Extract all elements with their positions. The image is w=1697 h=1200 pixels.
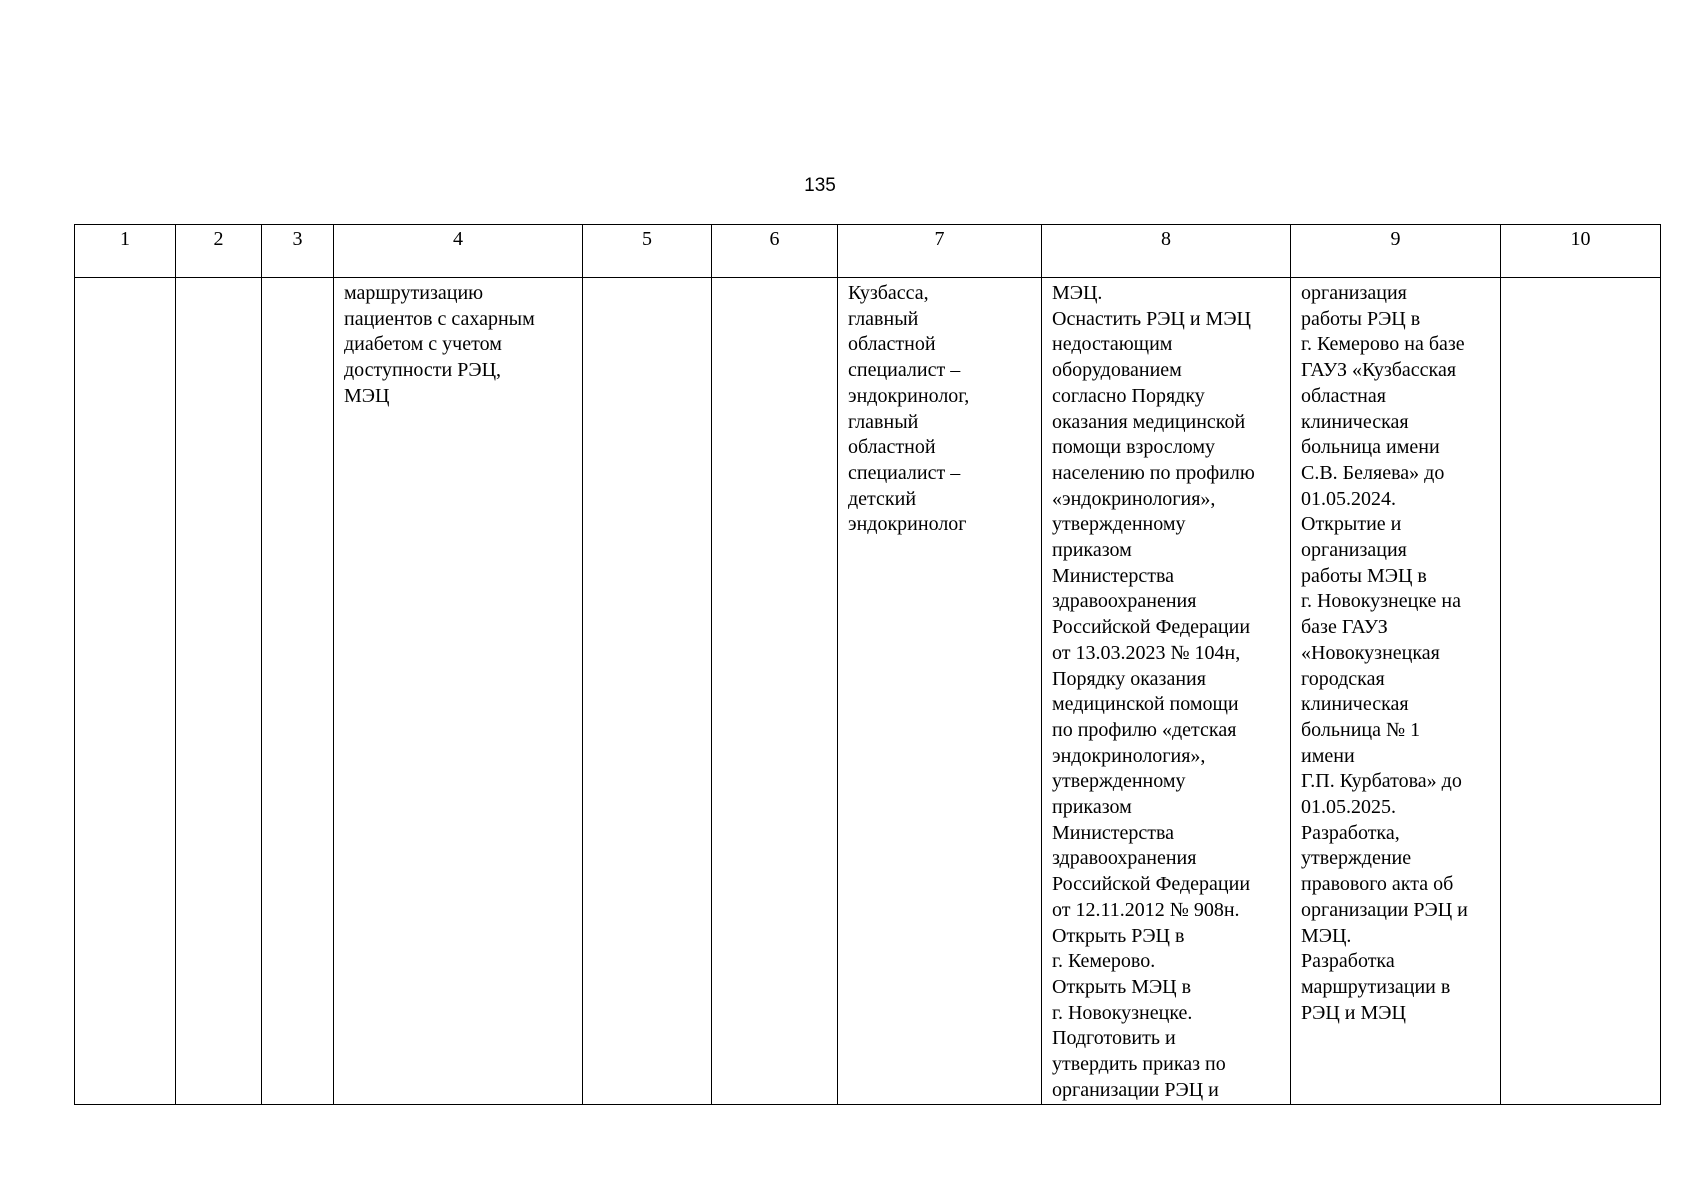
cell-col-5 (583, 278, 712, 1105)
cell-text: организация работы РЭЦ в г. Кемерово на базе ГАУЗ «Кузбасская областная клиническая больница имени С.В. Беляева» до 01.05.2024. Открытие и организация работы МЭЦ в г. Новокузнецке на базе ГАУЗ «Новокузнецкая городская клиническая больница № 1 имени Г.П. Курбатова» до 01.05.2025. Разработка, утверждение правового акта об организации РЭЦ и МЭЦ. Разработка маршрутизации в РЭЦ и МЭЦ (1301, 282, 1468, 1024)
cell-col-4 (334, 278, 583, 1105)
header-col-6: 6 (712, 225, 838, 278)
cell-text: МЭЦ. Оснастить РЭЦ и МЭЦ недостающим оборудованием согласно Порядку оказания медицинской помощи взрослому населению по профилю «эндокринология», утвержденному приказом Министерства здравоохранения Российской Федерации от 13.03.2023 № 104н, Порядку оказания медицинской помощи по профилю «детская эндокринология», утвержденному приказом Министерства здравоохранения Российской Федерации от 12.11.2012 № 908н. Открыть РЭЦ в г. Кемерово. Открыть МЭЦ в г. Новокузнецке. Подготовить и утвердить приказ по организации РЭЦ и (1052, 282, 1255, 1101)
cell-text: Кузбасса, главный областной специалист – эндокринолог, главный областной специалист – детский эндокринолог (848, 282, 970, 536)
table-header (75, 225, 1661, 278)
header-col-10: 10 (1501, 225, 1661, 278)
header-col-8: 8 (1042, 225, 1291, 278)
cell-text: маршрутизацию пациентов с сахарным диабетом с учетом доступности РЭЦ, МЭЦ (344, 282, 535, 407)
header-col-2: 2 (176, 225, 262, 278)
table-body (75, 278, 1661, 1105)
cell-col-9 (1291, 278, 1501, 1105)
header-col-5: 5 (583, 225, 712, 278)
cell-col-10 (1501, 278, 1661, 1105)
header-col-4: 4 (334, 225, 583, 278)
cell-col-7 (838, 278, 1042, 1105)
header-col-3: 3 (262, 225, 334, 278)
cell-col-8 (1042, 278, 1291, 1105)
cell-col-2 (176, 278, 262, 1105)
cell-col-6 (712, 278, 838, 1105)
table-row (75, 278, 1661, 1105)
page-number: 135 (804, 175, 836, 196)
cell-col-1 (75, 278, 176, 1105)
header-col-7: 7 (838, 225, 1042, 278)
document-table (74, 224, 1661, 1105)
header-col-1: 1 (75, 225, 176, 278)
cell-col-3 (262, 278, 334, 1105)
header-row (75, 225, 1661, 278)
header-col-9: 9 (1291, 225, 1501, 278)
